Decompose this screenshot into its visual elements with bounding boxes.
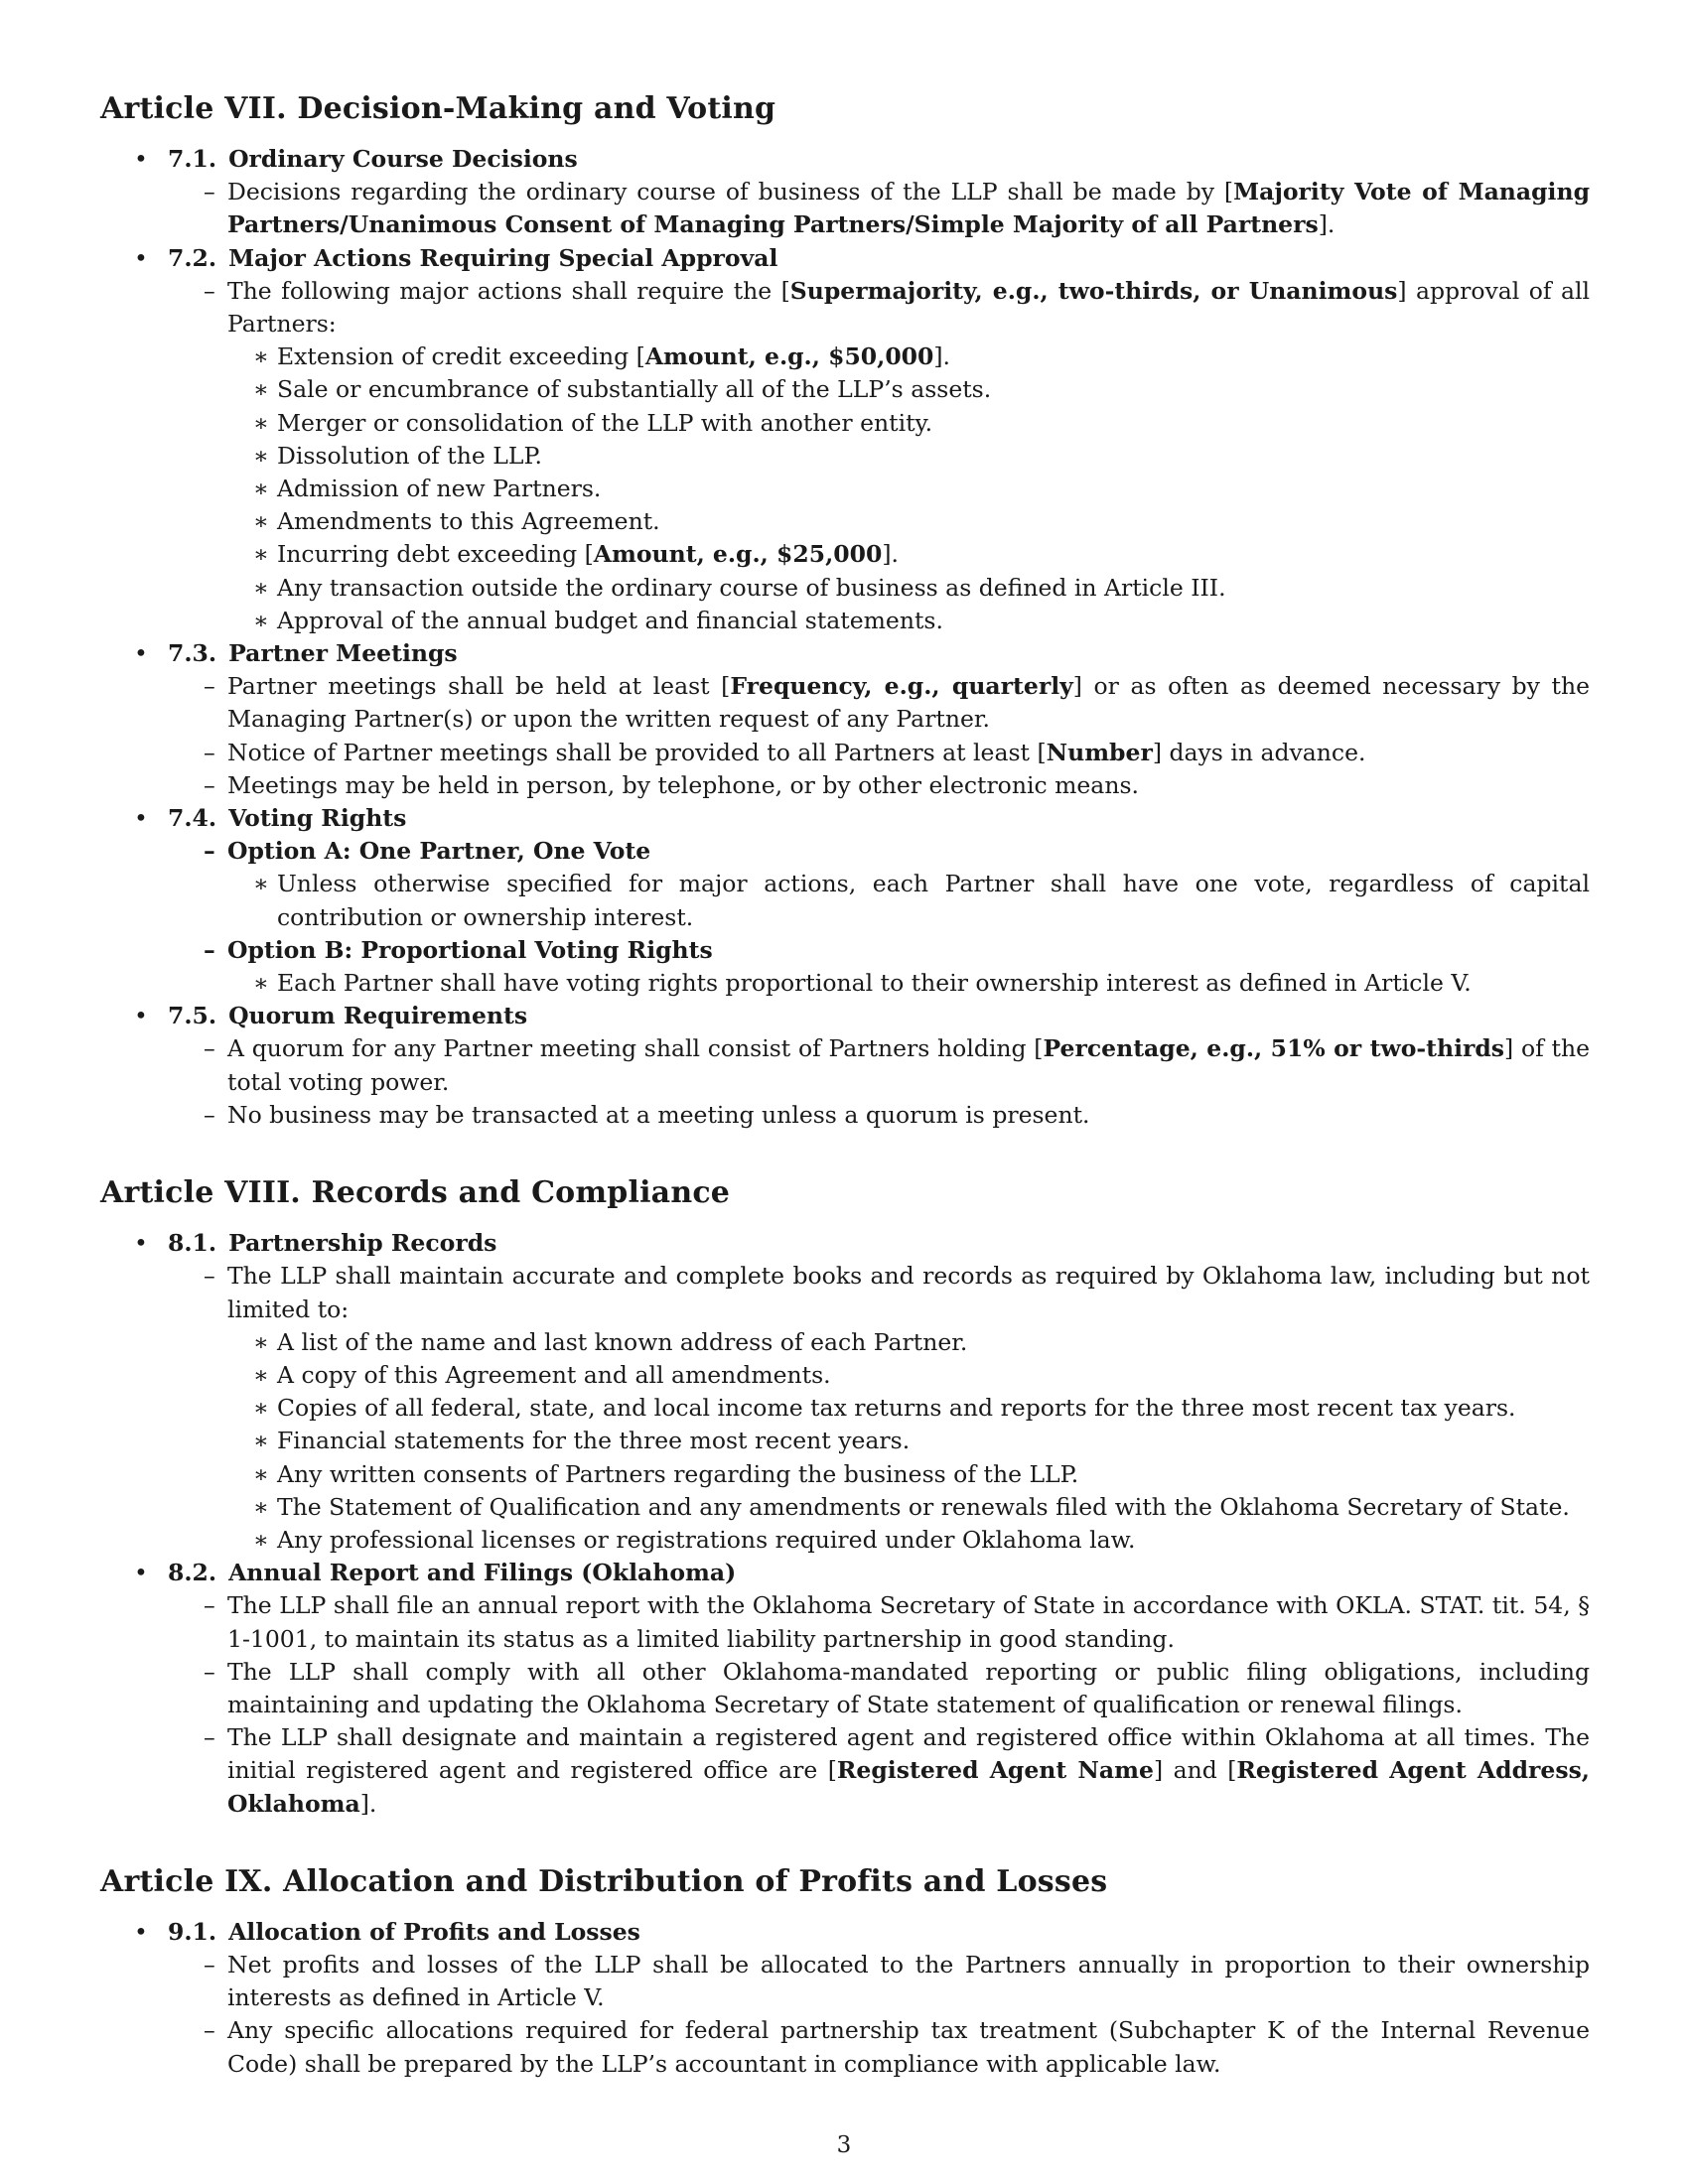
section-number: 8.1. [168, 1229, 217, 1258]
sub-bullet-item [166, 1392, 1590, 1425]
section-item [100, 1916, 1590, 2081]
clause-text: Each Partner shall have voting rights proportional to their ownership interest as defined in Article V. [277, 969, 1472, 998]
clause-text: Decisions regarding the ordinary course of business of the LLP shall be made by [ [227, 178, 1234, 206]
section-list [100, 1227, 1590, 1821]
option-heading [166, 835, 1590, 868]
sub-bullet-item [166, 967, 1590, 1000]
section-heading [168, 802, 1590, 835]
sub-bullet-item [166, 1425, 1590, 1457]
article-heading: Article IX. Allocation and Distribution of Profits and Losses [100, 1863, 1108, 1899]
clause-text: Amendments to this Agreement. [277, 507, 660, 536]
dash-item [166, 1721, 1590, 1821]
document-page [100, 89, 1590, 2081]
clause-text: ]. [1318, 210, 1336, 239]
clause-text: Extension of credit exceeding [ [277, 342, 645, 371]
clause-text: Unless otherwise specified for major actions, each Partner shall have one vote, regardless of capital contribution or ownership interest. [277, 870, 1590, 931]
section-item [100, 242, 1590, 637]
clause-text: Admission of new Partners. [277, 475, 602, 503]
section-number: 8.2. [168, 1559, 217, 1587]
section-number: 7.5. [168, 1002, 217, 1030]
clause-text: ]. [359, 1789, 377, 1818]
clause-text: No business may be transacted at a meeting unless a quorum is present. [227, 1100, 1090, 1129]
sub-bullet-item [166, 868, 1590, 933]
section-list [100, 143, 1590, 1132]
sub-bullet-item [166, 538, 1590, 571]
section-title: Major Actions Requiring Special Approval [228, 243, 778, 272]
sub-bullet-item [166, 1326, 1590, 1359]
clause-text: The following major actions shall require the [ [227, 276, 790, 305]
section-title: Partner Meetings [228, 639, 458, 668]
dash-item [166, 670, 1590, 736]
section-heading [168, 242, 1590, 275]
clause-text: Dissolution of the LLP. [277, 441, 542, 470]
clause-text: ] days in advance. [1152, 738, 1366, 766]
sub-bullet-item [166, 473, 1590, 505]
section-title: Allocation of Profits and Losses [228, 1917, 640, 1946]
clause-text: Merger or consolidation of the LLP with another entity. [277, 408, 933, 437]
clause-text: Any specific allocations required for federal partnership tax treatment (Subchapter K of the Internal Revenue Code) shall be prepared by the LLP’s accountant in compliance with applicable law. [227, 2016, 1590, 2078]
section-number: 7.2. [168, 243, 217, 272]
clause-text: ] and [ [1153, 1756, 1237, 1785]
section-item [100, 802, 1590, 1000]
section-item [100, 1227, 1590, 1557]
dash-item [166, 1949, 1590, 2014]
placeholder-text: Number [1046, 738, 1153, 766]
clause-text: ]. [933, 342, 951, 371]
article-heading: Article VIII. Records and Compliance [100, 1175, 731, 1211]
clause-text: ]. [882, 540, 899, 569]
section-item [100, 143, 1590, 242]
clause-text: Incurring debt exceeding [ [277, 540, 594, 569]
section-number: 7.1. [168, 145, 217, 173]
clause-text: Option B: Proportional Voting Rights [227, 935, 713, 964]
clause-text: A copy of this Agreement and all amendments. [277, 1360, 831, 1389]
dash-item [166, 275, 1590, 341]
option-heading [166, 934, 1590, 967]
sub-bullet-item [166, 605, 1590, 637]
dash-item [166, 1589, 1590, 1655]
dash-item [166, 1260, 1590, 1325]
clause-text: ] approval of all Partners: [227, 276, 1590, 339]
dash-item [166, 769, 1590, 802]
sub-bullet-item [166, 440, 1590, 473]
section-title: Quorum Requirements [228, 1002, 528, 1030]
clause-text: Sale or encumbrance of substantially all of the LLP’s assets. [277, 375, 992, 404]
section-heading [168, 1557, 1590, 1589]
page-number: 3 [836, 2132, 852, 2158]
clause-text: A list of the name and last known address of each Partner. [277, 1327, 968, 1356]
clause-text: Notice of Partner meetings shall be provided to all Partners at least [ [227, 738, 1047, 766]
sub-bullet-item [166, 373, 1590, 406]
section-title: Annual Report and Filings (Oklahoma) [228, 1559, 737, 1587]
clause-text: Partner meetings shall be held at least [ [227, 672, 731, 701]
dash-item [166, 1032, 1590, 1098]
placeholder-text: Registered Agent Address, Oklahoma [227, 1756, 1590, 1818]
placeholder-text: Frequency, e.g., quarterly [730, 672, 1073, 701]
clause-text: The LLP shall designate and maintain a registered agent and registered office within Oklahoma at all times. The initial registered agent and registered office are [ [227, 1723, 1590, 1785]
sub-bullet-item [166, 1524, 1590, 1557]
clause-text: Approval of the annual budget and financial statements. [277, 606, 943, 634]
clause-text: Any written consents of Partners regarding the business of the LLP. [277, 1459, 1079, 1488]
section-number: 7.4. [168, 804, 217, 833]
sub-bullet-item [166, 1491, 1590, 1524]
dash-item [166, 2014, 1590, 2080]
section-heading [168, 1000, 1590, 1032]
sub-bullet-item [166, 505, 1590, 538]
clause-text: Option A: One Partner, One Vote [227, 837, 651, 866]
clause-text: The Statement of Qualification and any amendments or renewals filed with the Oklahoma Secretary of State. [277, 1492, 1570, 1521]
clause-text: A quorum for any Partner meeting shall consist of Partners holding [ [227, 1034, 1044, 1063]
section-title: Voting Rights [228, 804, 407, 833]
section-heading [168, 143, 1590, 176]
placeholder-text: Percentage, e.g., 51% or two-thirds [1043, 1034, 1505, 1063]
article-heading: Article VII. Decision-Making and Voting [100, 91, 776, 126]
section-heading [168, 637, 1590, 670]
dash-item [166, 1656, 1590, 1721]
sub-bullet-item [166, 341, 1590, 373]
clause-text: The LLP shall file an annual report with the Oklahoma Secretary of State in accordance with OKLA. STAT. tit. 54, § 1-1001, to maintain its status as a limited liability partnership in good standing. [227, 1591, 1590, 1653]
clause-text: Financial statements for the three most recent years. [277, 1427, 911, 1455]
clause-text: ] of the total voting power. [227, 1034, 1590, 1096]
clause-text: The LLP shall maintain accurate and complete books and records as required by Oklahoma law, including but not limited to: [227, 1262, 1590, 1323]
sub-bullet-item [166, 1458, 1590, 1491]
section-list [100, 1916, 1590, 2081]
placeholder-text: Amount, e.g., $50,000 [644, 342, 934, 371]
clause-text: Copies of all federal, state, and local income tax returns and reports for the three most recent tax years. [277, 1394, 1516, 1423]
clause-text: ] or as often as deemed necessary by the Managing Partner(s) or upon the written request of any Partner. [227, 672, 1590, 734]
section-number: 9.1. [168, 1917, 217, 1946]
section-number: 7.3. [168, 639, 217, 668]
clause-text: The LLP shall comply with all other Oklahoma-mandated reporting or public filing obligations, including maintaining and updating the Oklahoma Secretary of State statement of qualification or renewal filings. [227, 1657, 1590, 1718]
clause-text: Any professional licenses or registrations required under Oklahoma law. [277, 1525, 1136, 1554]
clause-text: Any transaction outside the ordinary course of business as defined in Article III. [277, 573, 1226, 602]
placeholder-text: Registered Agent Name [836, 1756, 1154, 1785]
clause-text: Net profits and losses of the LLP shall be allocated to the Partners annually in proportion to their ownership interests as defined in Article V. [227, 1950, 1590, 2012]
section-heading [168, 1916, 1590, 1949]
section-title: Partnership Records [228, 1229, 497, 1258]
clause-text: Meetings may be held in person, by telephone, or by other electronic means. [227, 770, 1139, 799]
sub-bullet-item [166, 407, 1590, 440]
dash-item [166, 1099, 1590, 1132]
placeholder-text: Majority Vote of Managing Partners/Unanimous Consent of Managing Partners/Simple Majority of all Partners [227, 178, 1590, 239]
section-item [100, 637, 1590, 802]
placeholder-text: Amount, e.g., $25,000 [593, 540, 883, 569]
section-item [100, 1557, 1590, 1821]
dash-item [166, 176, 1590, 241]
section-title: Ordinary Course Decisions [228, 145, 578, 173]
sub-bullet-item [166, 1359, 1590, 1392]
section-item [100, 1000, 1590, 1132]
placeholder-text: Supermajority, e.g., two-thirds, or Unanimous [789, 276, 1398, 305]
sub-bullet-item [166, 572, 1590, 605]
section-heading [168, 1227, 1590, 1260]
dash-item [166, 737, 1590, 769]
